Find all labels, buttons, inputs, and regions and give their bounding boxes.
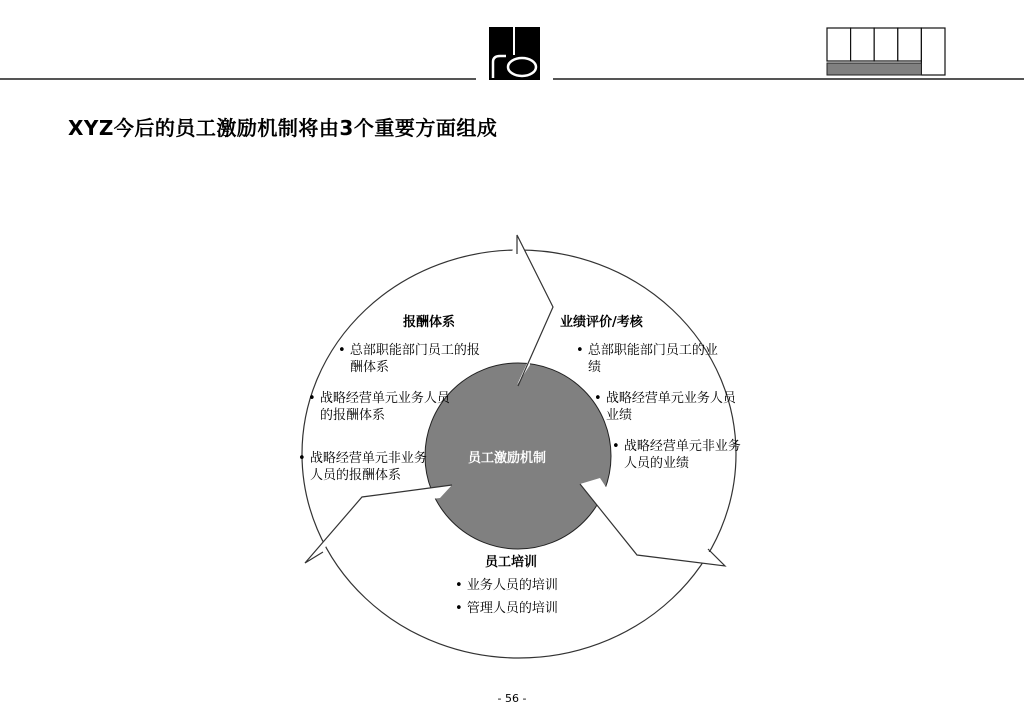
section-heading-compensation: 报酬体系: [403, 315, 456, 330]
progress-tracker: [827, 28, 945, 75]
progress-step: [851, 28, 875, 61]
center-label: 员工激励机制: [468, 451, 547, 466]
progress-fill: [827, 63, 921, 75]
progress-step: [874, 28, 898, 61]
list-item: • 总部职能部门员工的业绩: [576, 342, 718, 376]
list-item: • 战略经营单元业务人员的报酬体系: [308, 390, 452, 424]
progress-step: [898, 28, 922, 61]
list-item: • 业务人员的培训: [455, 577, 607, 594]
list-item: • 战略经营单元非业务人员的报酬体系: [298, 450, 438, 484]
section-heading-performance: 业绩评价/考核: [560, 315, 643, 330]
list-item: • 总部职能部门员工的报酬体系: [338, 342, 480, 376]
list-item: • 战略经营单元非业务人员的业绩: [612, 438, 749, 472]
section-heading-training: 员工培训: [485, 555, 538, 570]
page-title: XYZ今后的员工激励机制将由3个重要方面组成: [68, 116, 498, 140]
progress-step: [827, 28, 851, 61]
progress-step: [921, 28, 945, 75]
list-item: • 战略经营单元业务人员业绩: [594, 390, 736, 424]
page-number: - 56 -: [497, 692, 527, 705]
list-item: • 管理人员的培训: [455, 600, 607, 617]
logo-icon: [489, 27, 540, 80]
